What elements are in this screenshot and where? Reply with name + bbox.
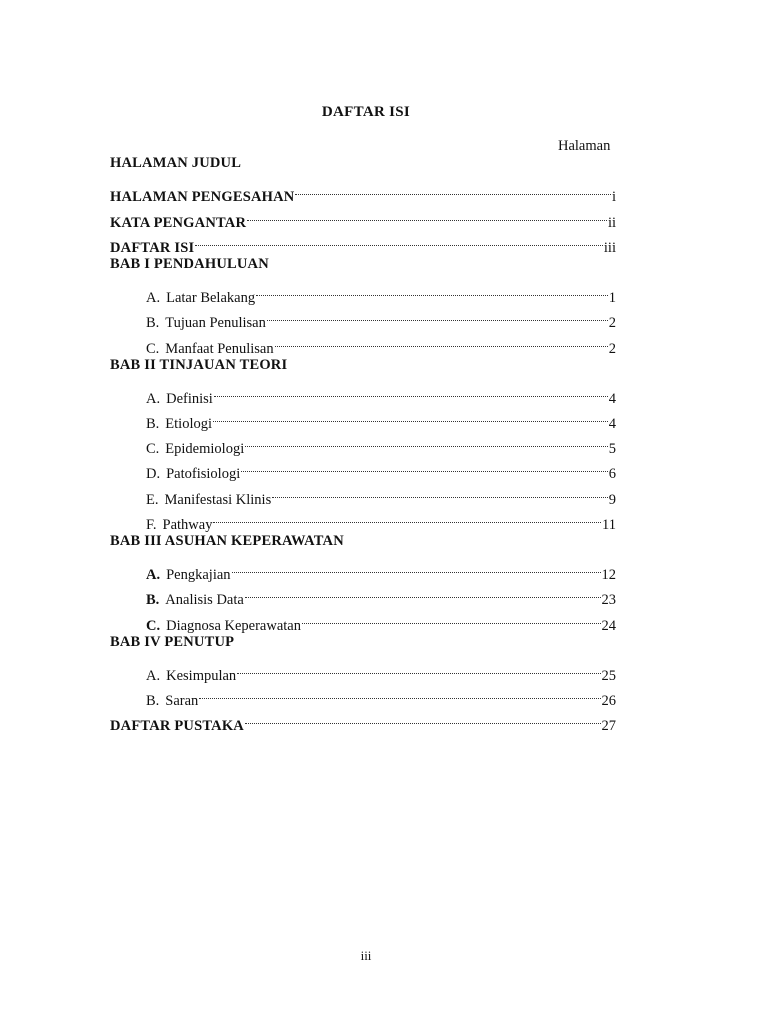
toc-page-number: i [611, 189, 616, 206]
toc-entry-label: Patofisiologi [166, 466, 241, 483]
toc-entry-label: Pathway [162, 516, 213, 533]
toc-entry-label: Manfaat Penulisan [165, 340, 274, 357]
toc-dot-leader [245, 428, 608, 453]
toc-subentry-row [110, 554, 616, 584]
toc-entry-label: Diagnosa Keperawatan [166, 617, 301, 634]
toc-entry-letter: B. [146, 592, 160, 609]
toc-entry-label: BAB III ASUHAN KEPERAWATAN [110, 532, 344, 549]
toc-entry-label: BAB II TINJAUAN TEORI [110, 356, 288, 373]
toc-entry-letter: C. [146, 617, 161, 634]
toc-page-number: 4 [608, 390, 616, 407]
toc-dot-leader [247, 201, 607, 226]
toc-entry-letter: A. [146, 567, 161, 584]
toc-page-number: 9 [608, 491, 616, 508]
toc-dot-leader [214, 378, 608, 403]
toc-entry-letter: C. [146, 441, 160, 458]
toc-page-number: 12 [601, 567, 616, 584]
toc-page-number: 24 [601, 617, 616, 634]
toc-entry-label: Manifestasi Klinis [164, 491, 272, 508]
toc-entry-label: DAFTAR PUSTAKA [110, 718, 244, 735]
toc-entry-label: Saran [165, 693, 199, 710]
toc-entry-label: Epidemiologi [165, 441, 245, 458]
toc-heading-row [110, 176, 616, 206]
toc-subentry-row [110, 277, 616, 307]
toc-entry-label: Kesimpulan [166, 667, 237, 684]
toc-entry-letter: B. [146, 693, 160, 710]
toc-entry-label: Analisis Data [165, 592, 244, 609]
toc-subentry-row [110, 655, 616, 684]
toc-page-number: 2 [608, 315, 616, 332]
toc-page-number: 2 [608, 340, 616, 357]
toc-dot-leader [241, 453, 608, 478]
toc-page-number: iii [603, 239, 616, 256]
page-title: DAFTAR ISI [321, 104, 411, 120]
toc-heading-row [110, 630, 616, 655]
toc-dot-leader [237, 655, 600, 680]
toc-heading-row [110, 529, 616, 554]
toc-entry-letter: A. [146, 390, 161, 407]
toc-page-number: 26 [601, 693, 616, 710]
toc-dot-leader [199, 680, 600, 705]
toc-page-number: 11 [602, 516, 616, 533]
toc-entry-label: Etiologi [165, 416, 213, 433]
toc-page-number: ii [607, 214, 616, 231]
toc-entry-label: BAB IV PENUTUP [110, 633, 235, 650]
toc-entry-label: BAB I PENDAHULUAN [110, 255, 269, 272]
toc-heading-row [110, 151, 616, 176]
toc-entry-letter: A. [146, 667, 161, 684]
toc-page-number: 6 [608, 466, 616, 483]
toc-dot-leader [267, 302, 608, 327]
toc-entry-label: HALAMAN PENGESAHAN [110, 189, 295, 206]
toc-entry-letter: A. [146, 290, 161, 307]
toc-entry-letter: B. [146, 416, 160, 433]
toc-page-number: 23 [601, 592, 616, 609]
toc-entry-letter: C. [146, 340, 160, 357]
toc-dot-leader [272, 478, 608, 503]
toc-entry-letter: B. [146, 315, 160, 332]
toc-dot-leader [213, 504, 601, 529]
toc-dot-leader [245, 705, 601, 730]
toc-entry-label: Pengkajian [166, 567, 231, 584]
toc-page-number: 5 [608, 441, 616, 458]
footer-page-number: iii [360, 948, 372, 963]
toc-entry-label: Latar Belakang [166, 290, 256, 307]
toc-dot-leader [195, 227, 603, 252]
toc-dot-leader [302, 604, 601, 629]
toc-page-number: 27 [601, 718, 616, 735]
toc-dot-leader [213, 403, 608, 428]
toc-entry-letter: D. [146, 466, 161, 483]
toc-dot-leader [245, 579, 601, 604]
toc-dot-leader [256, 277, 608, 302]
toc-entry-label: Tujuan Penulisan [165, 315, 266, 332]
toc-page-number: 1 [608, 290, 616, 307]
toc-entry-label: Definisi [166, 390, 213, 407]
toc-dot-leader [275, 327, 608, 352]
table-of-contents [110, 151, 616, 735]
toc-entry-label: DAFTAR ISI [110, 239, 195, 256]
toc-entry-letter: F. [146, 516, 157, 533]
toc-heading-row [110, 252, 616, 277]
page-column-label: Halaman [558, 138, 611, 154]
toc-entry-label: HALAMAN JUDUL [110, 155, 242, 171]
toc-page-number: 25 [601, 667, 616, 684]
toc-page-number: 4 [608, 416, 616, 433]
toc-heading-row [110, 353, 616, 378]
toc-entry-label: KATA PENGANTAR [110, 214, 247, 231]
toc-dot-leader [232, 554, 601, 579]
toc-subentry-row [110, 378, 616, 407]
toc-entry-letter: E. [146, 491, 159, 508]
toc-dot-leader [295, 176, 611, 201]
